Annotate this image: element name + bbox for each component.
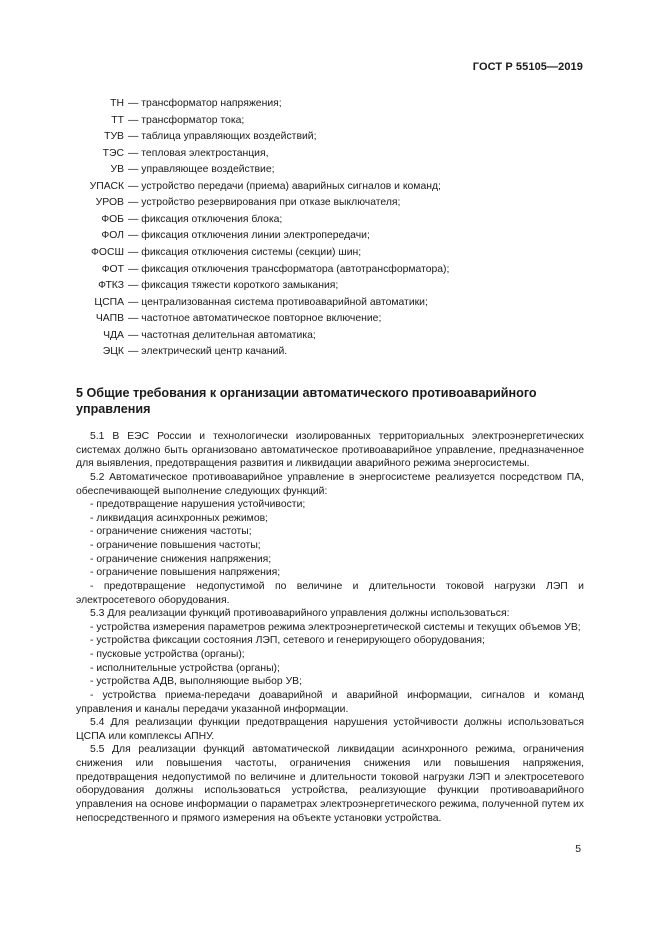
abbreviation-definition: — централизованная система противоаварийной автоматики; xyxy=(128,296,428,308)
abbreviation-row xyxy=(0,278,661,295)
abbreviation-term: ЦСПА xyxy=(94,296,124,308)
list-item: - исполнительные устройства (органы); xyxy=(90,662,280,674)
abbreviation-term: ТЭС xyxy=(102,147,124,159)
abbreviation-term: ТН xyxy=(110,98,124,109)
abbreviation-term: УПАСК xyxy=(89,180,124,192)
list-item: - устройства измерения параметров режима электроэнергетической системы и текущих объемов УВ; xyxy=(90,621,581,633)
paragraph-5-1: 5.1 В ЕЭС России и технологически изолированных территориальных электроэнергетических системах должно быть организовано автоматическое противоаварийное управление, предназначенное для выявления, предотвращения развития и ликвидации аварийного режима энергосистемы. xyxy=(76,431,584,470)
abbreviation-definition: — фиксация отключения трансформатора (автотрансформатора); xyxy=(128,263,450,275)
abbreviation-definition: — трансформатор тока; xyxy=(128,114,245,126)
abbreviation-row xyxy=(0,212,661,229)
abbreviation-definition: — фиксация тяжести короткого замыкания; xyxy=(128,280,339,292)
list-item: - устройства АДВ, выполняющие выбор УВ; xyxy=(90,676,302,688)
document-id-header: ГОСТ Р 55105—2019 xyxy=(472,61,583,73)
abbreviation-term: ФОЛ xyxy=(101,230,124,242)
abbreviation-row xyxy=(0,179,661,196)
section-body xyxy=(76,430,584,825)
abbreviation-row xyxy=(0,96,661,113)
abbreviation-row xyxy=(0,344,661,361)
paragraph-5-3: 5.3 Для реализации функций противоаварийного управления должны использоваться: xyxy=(90,608,510,620)
abbreviation-term: ФОБ xyxy=(101,213,124,225)
paragraph-5-4: 5.4 Для реализации функции предотвращения нарушения устойчивости должны использоваться ЦСПА или комплексы АПНУ. xyxy=(76,717,584,742)
abbreviation-row xyxy=(0,113,661,130)
abbreviation-definition: — устройство резервирования при отказе выключателя; xyxy=(128,197,401,209)
abbreviation-row xyxy=(0,146,661,163)
list-item: - ограничение повышения частоты; xyxy=(90,540,261,551)
abbreviation-term: ТУВ xyxy=(104,131,124,143)
abbreviation-definition: — фиксация отключения блока; xyxy=(128,213,283,225)
abbreviation-definition: — таблица управляющих воздействий; xyxy=(128,131,317,143)
abbreviation-definition: — управляющее воздействие; xyxy=(128,164,275,176)
abbreviation-term: УВ xyxy=(110,164,124,176)
list-item: - ограничение снижения напряжения; xyxy=(90,553,272,565)
abbreviation-row xyxy=(0,245,661,262)
abbreviation-row xyxy=(0,311,661,328)
abbreviation-term: ТТ xyxy=(111,114,124,126)
abbreviation-row xyxy=(0,195,661,212)
list-item: - пусковые устройства (органы); xyxy=(90,649,245,660)
list-item: - ограничение снижения частоты; xyxy=(90,526,252,538)
abbreviation-definition: — частотная делительная автоматика; xyxy=(128,329,316,341)
abbreviation-term: ЭЦК xyxy=(102,346,124,358)
abbreviation-row xyxy=(0,295,661,312)
abbreviation-row xyxy=(0,328,661,345)
abbreviation-definition: — фиксация отключения системы (секции) шин; xyxy=(128,246,362,258)
list-item: - предотвращение нарушения устойчивости; xyxy=(90,499,306,511)
abbreviation-term: УРОВ xyxy=(95,197,124,209)
paragraph-5-5: 5.5 Для реализации функций автоматической ликвидации асинхронного режима, ограничения снижения или повышения частоты, ограничения снижения или повышения напряжения, предотвращения недопустимой по величине и длительности токовой нагрузки ЛЭП и электросетевого оборудования должны использоваться устройства, реализующие функции противоаварийного управления на основе информации о параметрах электроэнергетического режима, полученной путем их непосредственного и прямого измерения на объекте установки устройства. xyxy=(76,744,584,824)
abbreviation-row xyxy=(0,228,661,245)
list-item: - ограничение повышения напряжения; xyxy=(90,567,281,579)
paragraph-5-2: 5.2 Автоматическое противоаварийное управление в энергосистеме реализуется посредством ПА, обеспечивающей выполнение следующих функций: xyxy=(76,471,584,497)
abbreviation-definition: — фиксация отключения линии электропередачи; xyxy=(128,230,370,242)
abbreviation-definition: — устройство передачи (приема) аварийных сигналов и команд; xyxy=(128,180,441,192)
abbreviation-term: ЧДА xyxy=(103,329,124,341)
abbreviation-row xyxy=(0,262,661,279)
abbreviation-definition: — трансформатор напряжения; xyxy=(128,98,282,109)
abbreviation-row xyxy=(0,162,661,179)
list-item: - устройства приема-передачи доаварийной и аварийной информации, сигналов и команд управления и каналы передачи указанной информации. xyxy=(76,689,584,715)
list-item: - устройства фиксации состояния ЛЭП, сетевого и генерирующего оборудования; xyxy=(90,635,485,647)
abbreviation-definition: — частотное автоматическое повторное включение; xyxy=(128,313,382,325)
abbreviation-term: ФОСШ xyxy=(90,246,124,258)
abbreviation-definition: — электрический центр качаний. xyxy=(128,346,288,358)
abbreviation-term: ФОТ xyxy=(101,263,124,275)
list-item: - ликвидация асинхронных режимов; xyxy=(90,512,269,524)
abbreviation-term: ЧАПВ xyxy=(95,313,124,325)
abbreviation-term: ФТКЗ xyxy=(98,280,124,292)
section-title: 5 Общие требования к организации автоматического противоаварийного управления xyxy=(76,386,537,416)
abbreviation-row xyxy=(0,129,661,146)
page-number: 5 xyxy=(575,844,581,855)
abbreviation-definition: — тепловая электростанция, xyxy=(128,147,269,159)
list-item: - предотвращение недопустимой по величине и длительности токовой нагрузки ЛЭП и электросетевого оборудования. xyxy=(76,580,584,606)
